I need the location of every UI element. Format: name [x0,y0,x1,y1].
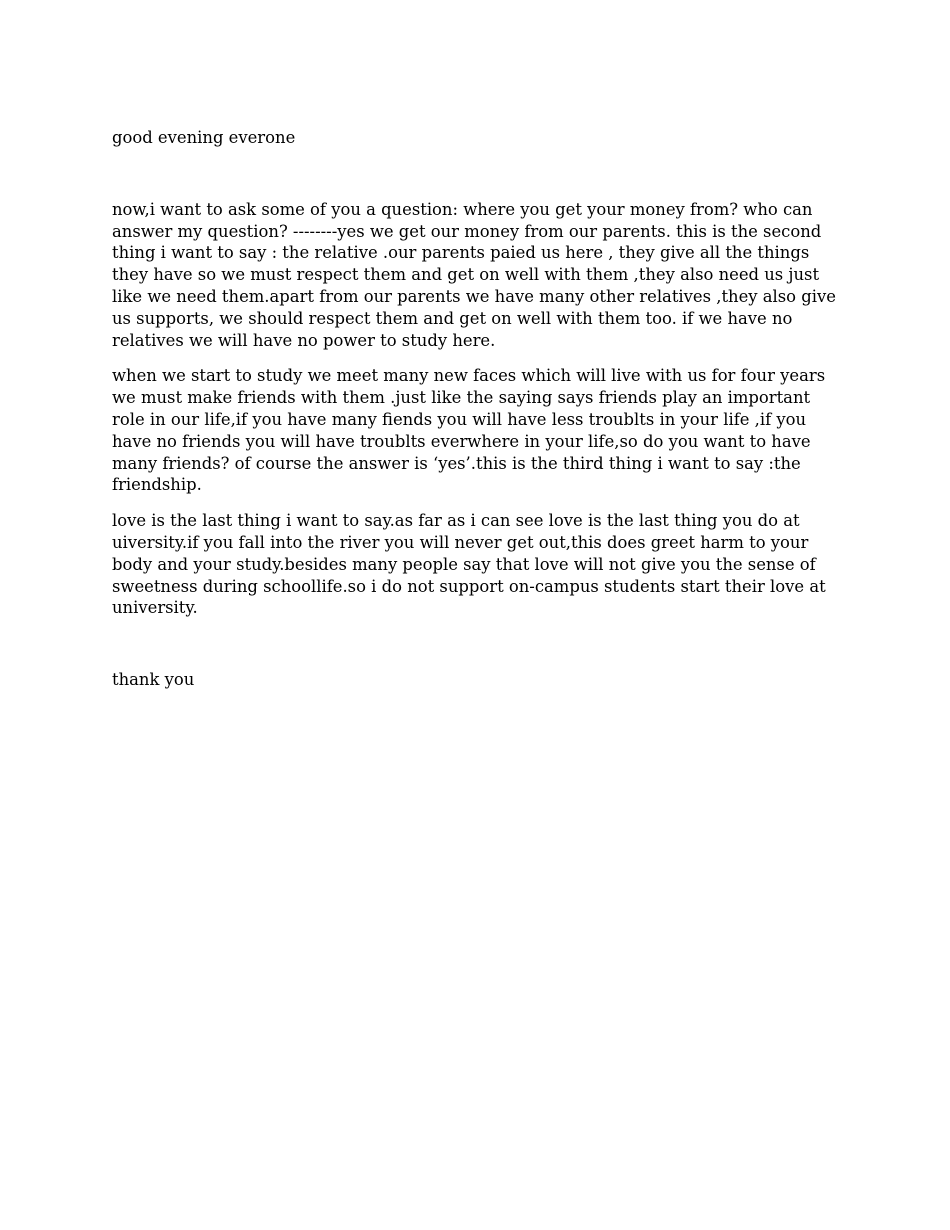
document-page [112,127,840,691]
closing-line: thank you [112,670,195,690]
greeting-line: good evening everone [112,128,296,147]
paragraph-friendship: when we start to study we meet many new faces which will live with us for four years we must make friends with them .just like the saying says friends play an important role in our life,if you have many fiends you will have less troublts in your life ,if you have no friends you will have troublts everwhere in your life,so do you want to have many friends? of course the answer is ‘yes’.this is the third thing i want to say :the friendship. [112,366,826,495]
paragraph-love: love is the last thing i want to say.as far as i can see love is the last thing you do at uiversity.if you fall into the river you will never get out,this does greet harm to your body and your study.besides many people say that love will not give you the sense of sweetness during schoollife.so i do not support on-campus students start their love at university. [112,511,826,618]
paragraph-relatives: now,i want to ask some of you a question: where you get your money from? who can answer my question? --------yes we get our money from our parents. this is the second thing i want to say : the relative .our parents paied us here , they give all the things they have so we must respect them and get on well with them ,they also need us just like we need them.apart from our parents we have many other relatives ,they also give us supports, we should respect them and get on well with them too. if we have no relatives we will have no power to study here. [112,199,836,350]
